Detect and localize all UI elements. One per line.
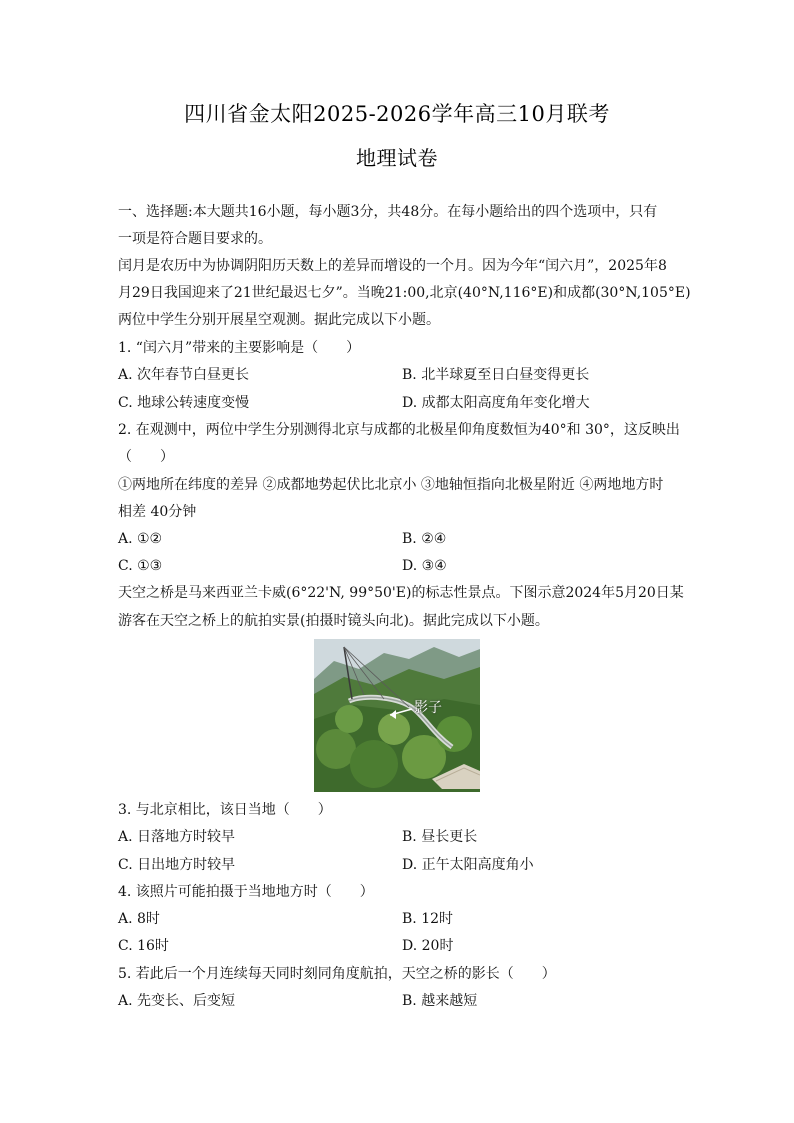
section-instructions-line1: 一、选择题:本大题共16小题，每小题3分，共48分。在每小题给出的四个选项中，只有 [118, 204, 658, 220]
shadow-label: 影子 [414, 700, 442, 716]
q2-stem-line1: 2. 在观测中，两位中学生分别测得北京与成都的北极星仰角度数恒为40°和 30°，这反映出 [118, 422, 680, 438]
q1-option-d: D. 成都太阳高度角年变化增大 [402, 395, 590, 411]
q4-option-a: A. 8时 [118, 911, 160, 927]
q3-option-c: C. 日出地方时较早 [118, 857, 236, 873]
q2-option-c: C. ①③ [118, 558, 163, 574]
passage1-line2: 月29日我国迎来了21世纪最迟七夕”。当晚21:00,北京(40°N,116°E)和成都(30°N,105°E) [118, 285, 691, 301]
q3-option-b: B. 昼长更长 [402, 829, 478, 845]
sky-bridge-photo [314, 639, 480, 792]
q1-option-b: B. 北半球夏至日白昼变得更长 [402, 367, 590, 383]
q4-stem: 4. 该照片可能拍摄于当地地方时（ ） [118, 884, 374, 900]
q3-stem: 3. 与北京相比，该日当地（ ） [118, 802, 332, 818]
exam-title: 四川省金太阳2025-2026学年高三10月联考 [184, 102, 610, 126]
passage1-line1: 闰月是农历中为协调阴阳历天数上的差异而增设的一个月。因为今年“闰六月”，2025年8 [118, 258, 667, 274]
passage2-line2: 游客在天空之桥上的航拍实景(拍摄时镜头向北)。据此完成以下小题。 [118, 613, 549, 629]
q2-option-a: A. ①② [118, 531, 163, 547]
q4-option-c: C. 16时 [118, 938, 169, 954]
q1-stem: 1. “闰六月”带来的主要影响是（ ） [118, 340, 361, 356]
q3-option-a: A. 日落地方时较早 [118, 829, 236, 845]
q2-items-line2: 相差 40分钟 [118, 504, 197, 520]
section-instructions-line2: 一项是符合题目要求的。 [118, 231, 272, 247]
passage2-line1: 天空之桥是马来西亚兰卡威(6°22'N, 99°50'E)的标志性景点。下图示意2024年5月20日某 [118, 585, 684, 601]
q4-option-d: D. 20时 [402, 938, 454, 954]
q2-items-line1: ①两地所在纬度的差异 ②成都地势起伏比北京小 ③地轴恒指向北极星附近 ④两地地方时 [118, 477, 664, 493]
q4-option-b: B. 12时 [402, 911, 454, 927]
q2-stem-line2: （ ） [118, 449, 174, 465]
q2-option-b: B. ②④ [402, 531, 447, 547]
q5-option-b: B. 越来越短 [402, 993, 478, 1009]
q1-option-c: C. 地球公转速度变慢 [118, 395, 250, 411]
q1-option-a: A. 次年春节白昼更长 [118, 367, 250, 383]
q5-option-a: A. 先变长、后变短 [118, 993, 236, 1009]
exam-subject: 地理试卷 [356, 146, 438, 170]
sky-bridge-illustration [314, 639, 480, 792]
passage1-line3: 两位中学生分别开展星空观测。据此完成以下小题。 [118, 312, 440, 328]
q3-option-d: D. 正午太阳高度角小 [402, 857, 534, 873]
q5-stem: 5. 若此后一个月连续每天同时刻同角度航拍，天空之桥的影长（ ） [118, 966, 556, 982]
q2-option-d: D. ③④ [402, 558, 447, 574]
